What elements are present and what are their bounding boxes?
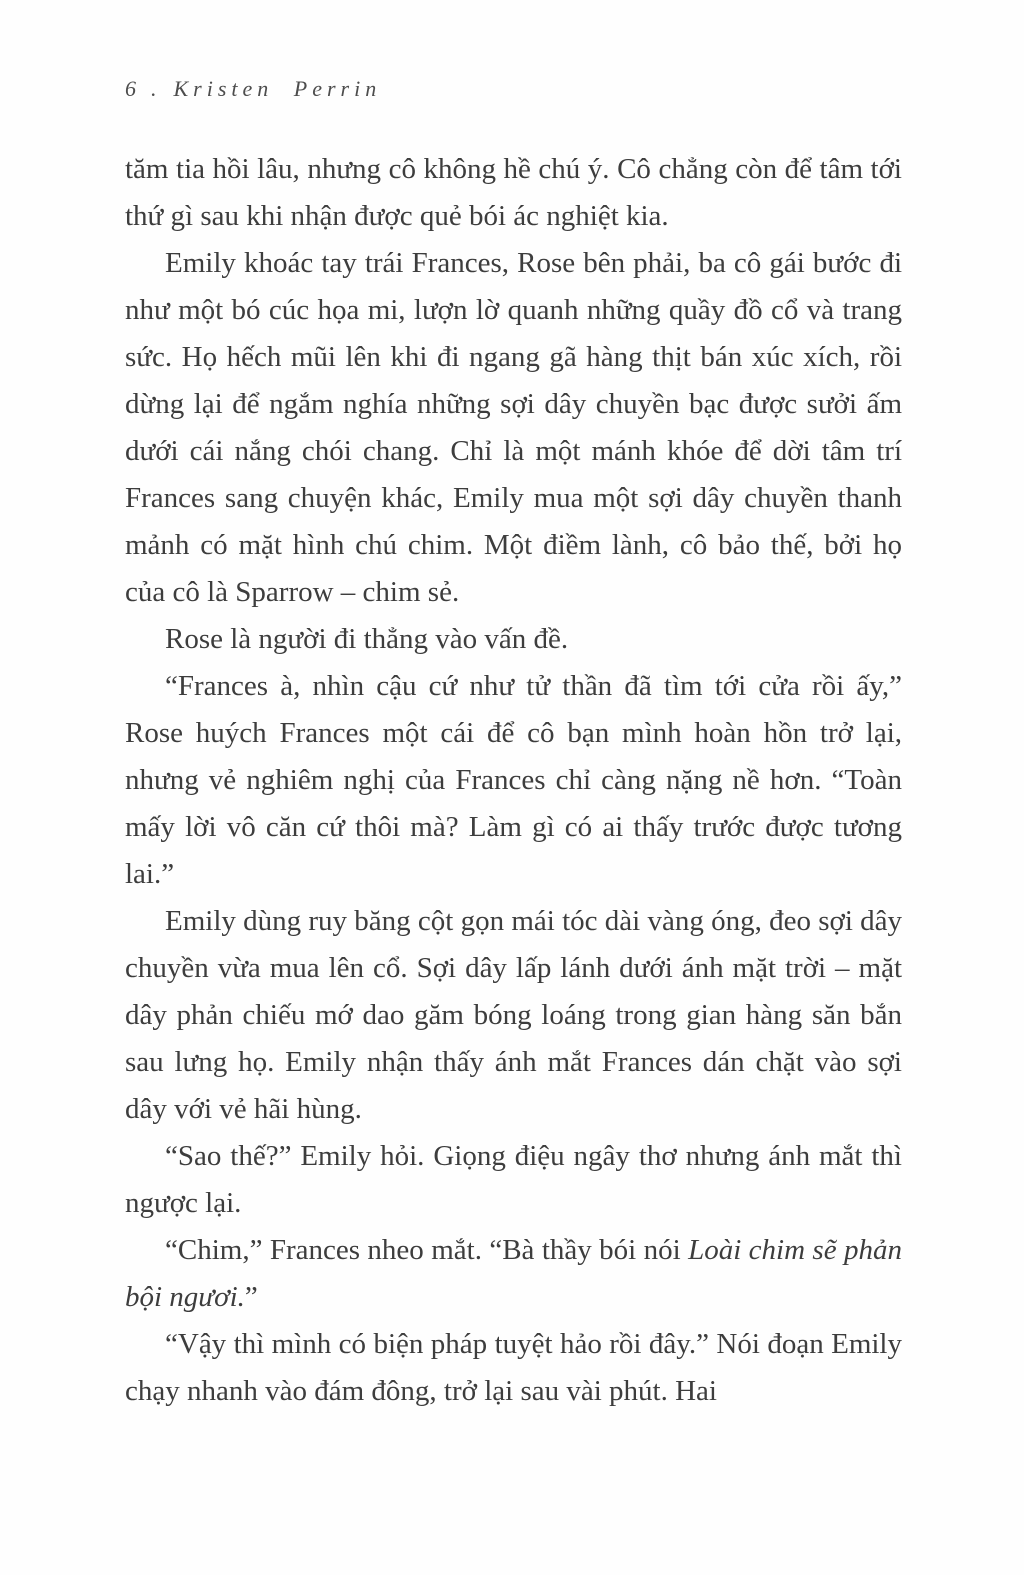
page-number: 6 bbox=[125, 76, 138, 101]
text-run: Loài chim sẽ phản bội ngươi. bbox=[125, 1234, 902, 1313]
text-run: “Sao thế?” Emily hỏi. Giọng điệu ngây thơ nhưng ánh mắt thì ngược lại. bbox=[125, 1140, 902, 1219]
text-run: “Frances à, nhìn cậu cứ như tử thần đã tìm tới cửa rồi ấy,” Rose huých Frances một cái để cô bạn mình hoàn hồn trở lại, nhưng vẻ nghiêm nghị của Frances chỉ càng nặng nề hơn. “Toàn mấy lời vô căn cứ thôi mà? Làm gì có ai thấy trước được tương lai.” bbox=[125, 670, 902, 890]
paragraph bbox=[125, 1321, 902, 1415]
paragraph bbox=[125, 240, 902, 616]
header-author: Kristen Perrin bbox=[173, 76, 382, 101]
text-run: Emily khoác tay trái Frances, Rose bên phải, ba cô gái bước đi như một bó cúc họa mi, lượn lờ quanh những quầy đồ cổ và trang sức. Họ hếch mũi lên khi đi ngang gã hàng thịt bán xúc xích, rồi dừng lại để ngắm nghía những sợi dây chuyền bạc được sưởi ấm dưới cái nắng chói chang. Chỉ là một mánh khóe để dời tâm trí Frances sang chuyện khác, Emily mua một sợi dây chuyền thanh mảnh có mặt hình chú chim. Một điềm lành, cô bảo thế, bởi họ của cô là Sparrow – chim sẻ. bbox=[125, 247, 902, 608]
paragraph bbox=[125, 898, 902, 1133]
paragraph bbox=[125, 1227, 902, 1321]
header-separator: . bbox=[151, 76, 161, 101]
page-body bbox=[125, 146, 902, 1415]
text-run: “Vậy thì mình có biện pháp tuyệt hảo rồi đây.” Nói đoạn Emily chạy nhanh vào đám đông, trở lại sau vài phút. Hai bbox=[125, 1328, 902, 1407]
running-header bbox=[125, 76, 902, 102]
text-run: tăm tia hồi lâu, nhưng cô không hề chú ý. Cô chẳng còn để tâm tới thứ gì sau khi nhận được quẻ bói ác nghiệt kia. bbox=[125, 153, 902, 232]
text-run: ” bbox=[244, 1281, 258, 1313]
text-run: “Chim,” Frances nheo mắt. “Bà thầy bói nói bbox=[165, 1234, 689, 1266]
text-run: Emily dùng ruy băng cột gọn mái tóc dài vàng óng, đeo sợi dây chuyền vừa mua lên cổ. Sợi dây lấp lánh dưới ánh mặt trời – mặt dây phản chiếu mớ dao găm bóng loáng trong gian hàng săn bắn sau lưng họ. Emily nhận thấy ánh mắt Frances dán chặt vào sợi dây với vẻ hãi hùng. bbox=[125, 905, 902, 1125]
paragraph bbox=[125, 1133, 902, 1227]
paragraph bbox=[125, 146, 902, 240]
paragraph bbox=[125, 663, 902, 898]
paragraph bbox=[125, 616, 902, 663]
text-run: Rose là người đi thẳng vào vấn đề. bbox=[165, 623, 569, 655]
